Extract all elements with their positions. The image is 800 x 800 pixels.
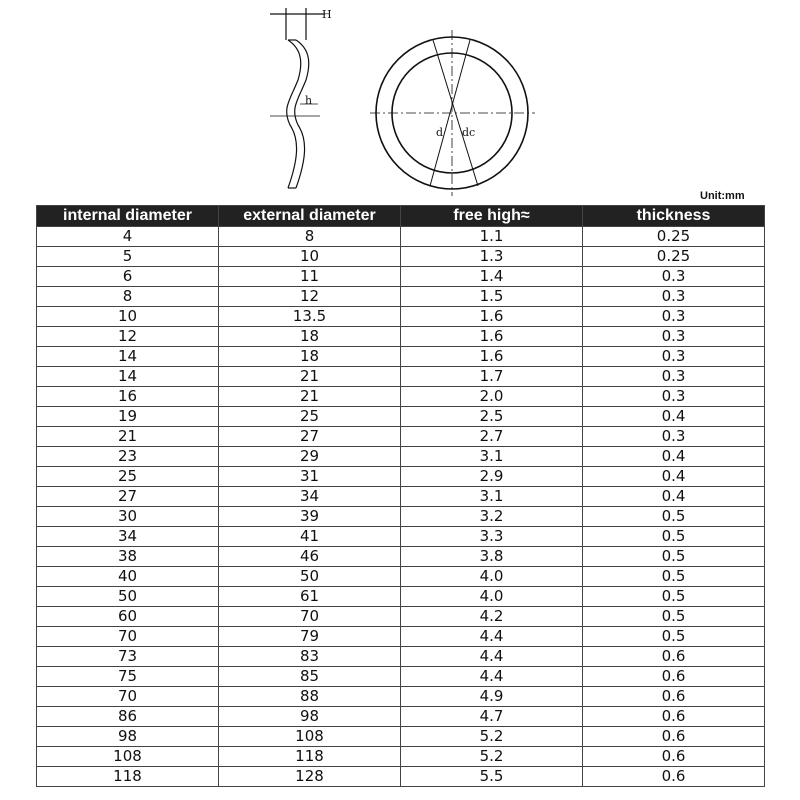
external-diameter-cell: 70 xyxy=(219,607,401,627)
external-diameter-cell: 108 xyxy=(219,727,401,747)
label-h: h xyxy=(305,94,313,107)
external-diameter-cell: 39 xyxy=(219,507,401,527)
internal-diameter-cell: 19 xyxy=(37,407,219,427)
external-diameter-cell: 118 xyxy=(219,747,401,767)
free-high-cell: 4.7 xyxy=(401,707,583,727)
thickness-cell: 0.6 xyxy=(583,667,765,687)
free-high-cell: 1.1 xyxy=(401,227,583,247)
thickness-cell: 0.5 xyxy=(583,567,765,587)
external-diameter-cell: 13.5 xyxy=(219,307,401,327)
free-high-cell: 4.4 xyxy=(401,627,583,647)
table-row xyxy=(37,287,765,307)
free-high-cell: 1.6 xyxy=(401,327,583,347)
thickness-cell: 0.6 xyxy=(583,647,765,667)
external-diameter-cell: 12 xyxy=(219,287,401,307)
table-row xyxy=(37,387,765,407)
external-diameter-cell: 128 xyxy=(219,767,401,787)
internal-diameter-cell: 118 xyxy=(37,767,219,787)
table-row xyxy=(37,327,765,347)
table-row xyxy=(37,627,765,647)
thickness-cell: 0.3 xyxy=(583,267,765,287)
internal-diameter-cell: 73 xyxy=(37,647,219,667)
free-high-cell: 1.7 xyxy=(401,367,583,387)
table-row xyxy=(37,647,765,667)
external-diameter-cell: 50 xyxy=(219,567,401,587)
table-row xyxy=(37,747,765,767)
external-diameter-cell: 61 xyxy=(219,587,401,607)
free-high-cell: 4.0 xyxy=(401,567,583,587)
external-diameter-cell: 83 xyxy=(219,647,401,667)
free-high-cell: 5.2 xyxy=(401,727,583,747)
internal-diameter-cell: 5 xyxy=(37,247,219,267)
external-diameter-cell: 25 xyxy=(219,407,401,427)
table-row xyxy=(37,407,765,427)
header-free-high: free high≈ xyxy=(401,206,583,227)
header-row xyxy=(37,206,765,227)
table-row xyxy=(37,707,765,727)
table-row xyxy=(37,567,765,587)
table-row xyxy=(37,527,765,547)
external-diameter-cell: 18 xyxy=(219,327,401,347)
thickness-cell: 0.6 xyxy=(583,687,765,707)
internal-diameter-cell: 6 xyxy=(37,267,219,287)
table-row xyxy=(37,447,765,467)
external-diameter-cell: 18 xyxy=(219,347,401,367)
internal-diameter-cell: 16 xyxy=(37,387,219,407)
external-diameter-cell: 98 xyxy=(219,707,401,727)
thickness-cell: 0.5 xyxy=(583,527,765,547)
internal-diameter-cell: 14 xyxy=(37,347,219,367)
internal-diameter-cell: 86 xyxy=(37,707,219,727)
free-high-cell: 2.0 xyxy=(401,387,583,407)
internal-diameter-cell: 40 xyxy=(37,567,219,587)
external-diameter-cell: 11 xyxy=(219,267,401,287)
thickness-cell: 0.5 xyxy=(583,627,765,647)
table-row xyxy=(37,507,765,527)
spec-table xyxy=(36,205,765,787)
free-high-cell: 5.5 xyxy=(401,767,583,787)
internal-diameter-cell: 23 xyxy=(37,447,219,467)
free-high-cell: 4.2 xyxy=(401,607,583,627)
thickness-cell: 0.3 xyxy=(583,347,765,367)
external-diameter-cell: 21 xyxy=(219,387,401,407)
free-high-cell: 4.9 xyxy=(401,687,583,707)
free-high-cell: 4.0 xyxy=(401,587,583,607)
table-row xyxy=(37,587,765,607)
internal-diameter-cell: 38 xyxy=(37,547,219,567)
free-high-cell: 1.3 xyxy=(401,247,583,267)
label-d: d xyxy=(436,126,444,139)
external-diameter-cell: 88 xyxy=(219,687,401,707)
ring-top-view xyxy=(370,30,535,196)
free-high-cell: 1.5 xyxy=(401,287,583,307)
external-diameter-cell: 41 xyxy=(219,527,401,547)
external-diameter-cell: 85 xyxy=(219,667,401,687)
external-diameter-cell: 29 xyxy=(219,447,401,467)
thickness-cell: 0.5 xyxy=(583,587,765,607)
thickness-cell: 0.6 xyxy=(583,747,765,767)
header-internal-diameter: internal diameter xyxy=(37,206,219,227)
free-high-cell: 4.4 xyxy=(401,647,583,667)
table-row xyxy=(37,347,765,367)
free-high-cell: 2.7 xyxy=(401,427,583,447)
table-row xyxy=(37,367,765,387)
thickness-cell: 0.25 xyxy=(583,227,765,247)
external-diameter-cell: 27 xyxy=(219,427,401,447)
free-high-cell: 3.1 xyxy=(401,447,583,467)
thickness-cell: 0.3 xyxy=(583,387,765,407)
table-row xyxy=(37,227,765,247)
external-diameter-cell: 34 xyxy=(219,487,401,507)
thickness-cell: 0.6 xyxy=(583,767,765,787)
external-diameter-cell: 21 xyxy=(219,367,401,387)
header-external-diameter: external diameter xyxy=(219,206,401,227)
internal-diameter-cell: 34 xyxy=(37,527,219,547)
table-row xyxy=(37,467,765,487)
internal-diameter-cell: 8 xyxy=(37,287,219,307)
wave-washer-drawing xyxy=(0,0,800,200)
free-high-cell: 5.2 xyxy=(401,747,583,767)
free-high-cell: 3.8 xyxy=(401,547,583,567)
table-row xyxy=(37,667,765,687)
free-high-cell: 3.1 xyxy=(401,487,583,507)
side-profile-view xyxy=(270,8,325,188)
internal-diameter-cell: 14 xyxy=(37,367,219,387)
thickness-cell: 0.3 xyxy=(583,307,765,327)
free-high-cell: 2.5 xyxy=(401,407,583,427)
table-row xyxy=(37,607,765,627)
internal-diameter-cell: 70 xyxy=(37,687,219,707)
table-row xyxy=(37,267,765,287)
table-row xyxy=(37,427,765,447)
thickness-cell: 0.4 xyxy=(583,447,765,467)
table-row xyxy=(37,687,765,707)
internal-diameter-cell: 27 xyxy=(37,487,219,507)
internal-diameter-cell: 60 xyxy=(37,607,219,627)
internal-diameter-cell: 4 xyxy=(37,227,219,247)
external-diameter-cell: 8 xyxy=(219,227,401,247)
thickness-cell: 0.3 xyxy=(583,327,765,347)
internal-diameter-cell: 70 xyxy=(37,627,219,647)
thickness-cell: 0.3 xyxy=(583,427,765,447)
table-row xyxy=(37,767,765,787)
thickness-cell: 0.4 xyxy=(583,467,765,487)
internal-diameter-cell: 10 xyxy=(37,307,219,327)
thickness-cell: 0.3 xyxy=(583,367,765,387)
free-high-cell: 2.9 xyxy=(401,467,583,487)
free-high-cell: 4.4 xyxy=(401,667,583,687)
free-high-cell: 1.4 xyxy=(401,267,583,287)
thickness-cell: 0.25 xyxy=(583,247,765,267)
thickness-cell: 0.5 xyxy=(583,507,765,527)
table-row xyxy=(37,247,765,267)
thickness-cell: 0.6 xyxy=(583,707,765,727)
internal-diameter-cell: 12 xyxy=(37,327,219,347)
thickness-cell: 0.3 xyxy=(583,287,765,307)
internal-diameter-cell: 98 xyxy=(37,727,219,747)
external-diameter-cell: 10 xyxy=(219,247,401,267)
free-high-cell: 3.2 xyxy=(401,507,583,527)
thickness-cell: 0.5 xyxy=(583,607,765,627)
table-row xyxy=(37,307,765,327)
label-dc: dc xyxy=(462,126,476,139)
table-row xyxy=(37,547,765,567)
label-H: H xyxy=(322,8,332,21)
free-high-cell: 3.3 xyxy=(401,527,583,547)
unit-label: Unit:mm xyxy=(700,190,745,202)
free-high-cell: 1.6 xyxy=(401,307,583,327)
external-diameter-cell: 31 xyxy=(219,467,401,487)
header-thickness: thickness xyxy=(583,206,765,227)
thickness-cell: 0.5 xyxy=(583,547,765,567)
thickness-cell: 0.4 xyxy=(583,407,765,427)
table-row xyxy=(37,727,765,747)
thickness-cell: 0.4 xyxy=(583,487,765,507)
external-diameter-cell: 79 xyxy=(219,627,401,647)
internal-diameter-cell: 30 xyxy=(37,507,219,527)
thickness-cell: 0.6 xyxy=(583,727,765,747)
table-row xyxy=(37,487,765,507)
free-high-cell: 1.6 xyxy=(401,347,583,367)
external-diameter-cell: 46 xyxy=(219,547,401,567)
internal-diameter-cell: 25 xyxy=(37,467,219,487)
internal-diameter-cell: 21 xyxy=(37,427,219,447)
internal-diameter-cell: 75 xyxy=(37,667,219,687)
internal-diameter-cell: 108 xyxy=(37,747,219,767)
internal-diameter-cell: 50 xyxy=(37,587,219,607)
